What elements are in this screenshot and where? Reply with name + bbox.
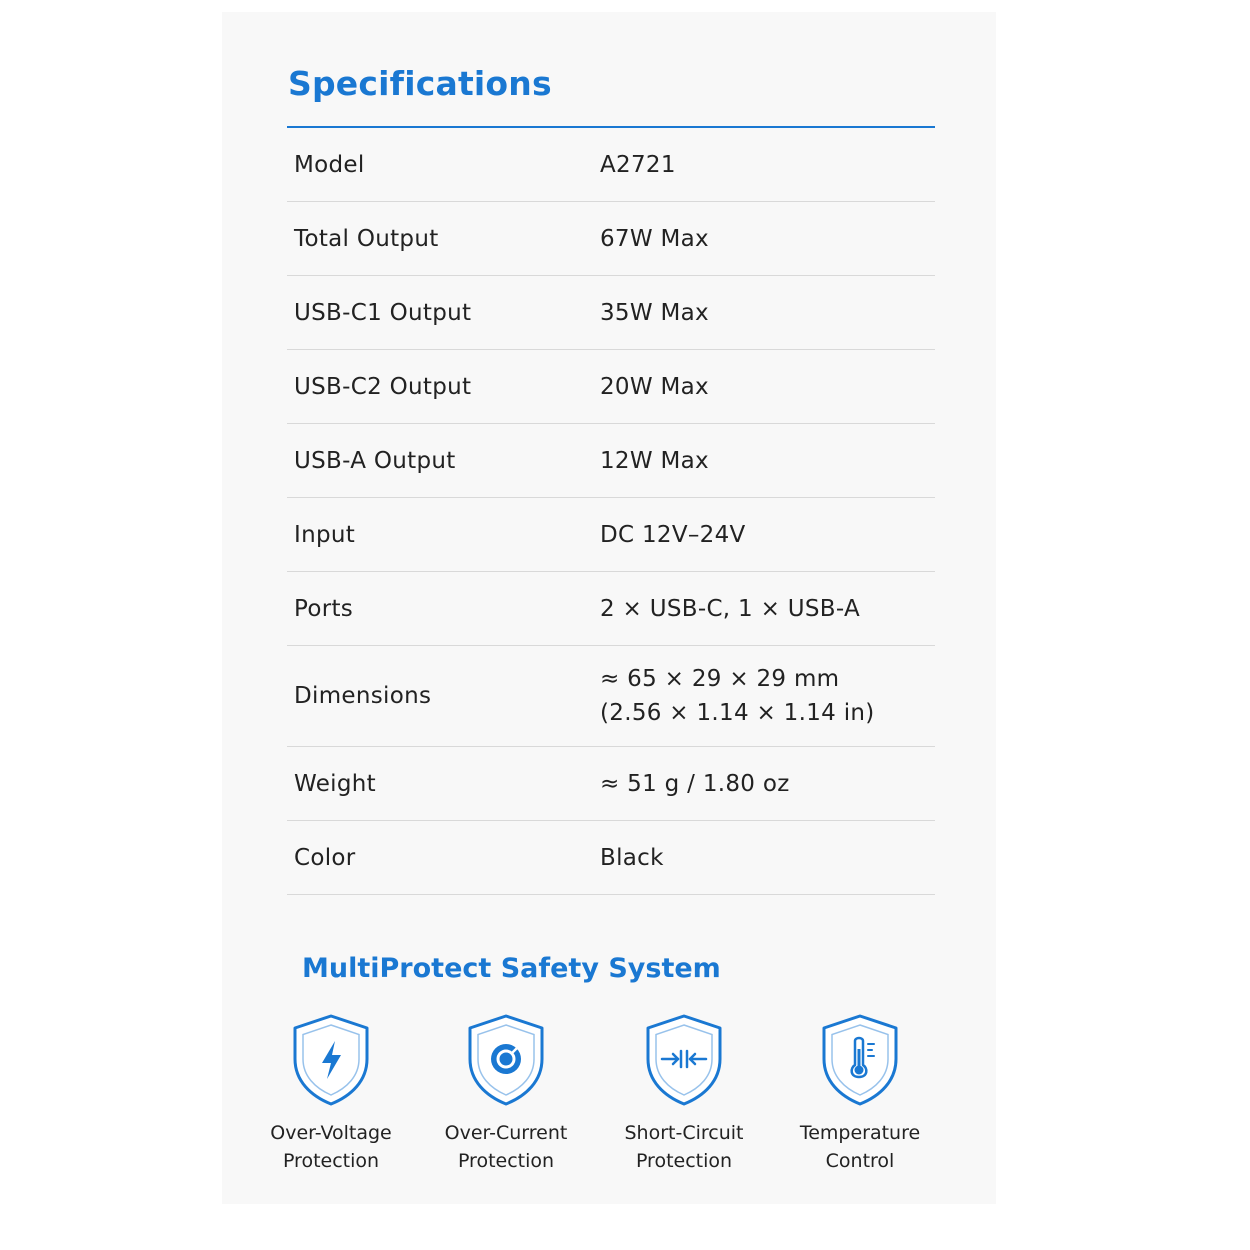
feature-label (243, 1119, 419, 1175)
spec-value (600, 646, 935, 746)
spec-label: Weight (294, 770, 376, 797)
spec-row-ports (287, 572, 935, 646)
spec-value-line: 2 × USB-C, 1 × USB-A (600, 595, 860, 622)
spec-label: USB-A Output (294, 447, 456, 474)
safety-features (243, 1013, 943, 1183)
feature-label-line: Over-Voltage (270, 1122, 392, 1144)
spec-value-line: 20W Max (600, 373, 709, 400)
feature-label-line: Over-Current (444, 1122, 568, 1144)
spec-label: Model (294, 151, 365, 178)
feature-label (596, 1119, 772, 1175)
spec-value-line: 35W Max (600, 299, 709, 326)
spec-label: Ports (294, 595, 354, 622)
feature-label-line: Protection (635, 1150, 733, 1172)
spec-row-input (287, 498, 935, 572)
spec-value-line: 12W Max (600, 447, 709, 474)
spec-label: Total Output (294, 225, 439, 252)
spec-value (600, 572, 935, 645)
spec-row-usb-c2-output (287, 350, 935, 424)
spec-value (600, 498, 935, 571)
spec-value-line: ≈ 65 × 29 × 29 mm (600, 666, 840, 692)
spec-value (600, 821, 935, 894)
spec-label: Color (294, 844, 356, 871)
spec-value-line: DC 12V–24V (600, 521, 746, 548)
spec-row-dimensions (287, 646, 935, 747)
spec-value-line: A2721 (600, 151, 676, 178)
spec-value (600, 276, 935, 349)
spec-value-line: 67W Max (600, 225, 709, 252)
shield-short-circuit-icon (644, 1013, 724, 1107)
shield-lightning-icon (291, 1013, 371, 1107)
feature-label-line: Temperature (799, 1122, 921, 1144)
spec-row-usb-a-output (287, 424, 935, 498)
feature-label-line: Protection (282, 1150, 380, 1172)
spec-table (287, 128, 935, 895)
spec-row-model (287, 128, 935, 202)
spec-value (600, 747, 935, 820)
spec-label: USB-C1 Output (294, 299, 472, 326)
feature-label (418, 1119, 594, 1175)
safety-title: MultiProtect Safety System (302, 953, 721, 984)
feature-over-current (418, 1013, 594, 1175)
feature-label (772, 1119, 948, 1175)
feature-label-line: Control (825, 1150, 895, 1172)
shield-current-icon (466, 1013, 546, 1107)
feature-over-voltage (243, 1013, 419, 1175)
spec-value (600, 128, 935, 201)
spec-label: Input (294, 521, 356, 548)
spec-label: USB-C2 Output (294, 373, 472, 400)
spec-row-color (287, 821, 935, 895)
spec-row-usb-c1-output (287, 276, 935, 350)
feature-label-line: Protection (457, 1150, 555, 1172)
shield-thermometer-icon (820, 1013, 900, 1107)
spec-label: Dimensions (294, 683, 432, 709)
spec-row-weight (287, 747, 935, 821)
feature-label-line: Short-Circuit (624, 1122, 744, 1144)
spec-row-total-output (287, 202, 935, 276)
feature-short-circuit (596, 1013, 772, 1175)
spec-value-line: (2.56 × 1.14 × 1.14 in) (600, 700, 875, 726)
spec-value-line: Black (600, 844, 664, 871)
spec-value (600, 350, 935, 423)
feature-temperature (772, 1013, 948, 1175)
specifications-title: Specifications (288, 64, 552, 103)
spec-value-line: ≈ 51 g / 1.80 oz (600, 770, 790, 797)
spec-value (600, 424, 935, 497)
spec-value (600, 202, 935, 275)
